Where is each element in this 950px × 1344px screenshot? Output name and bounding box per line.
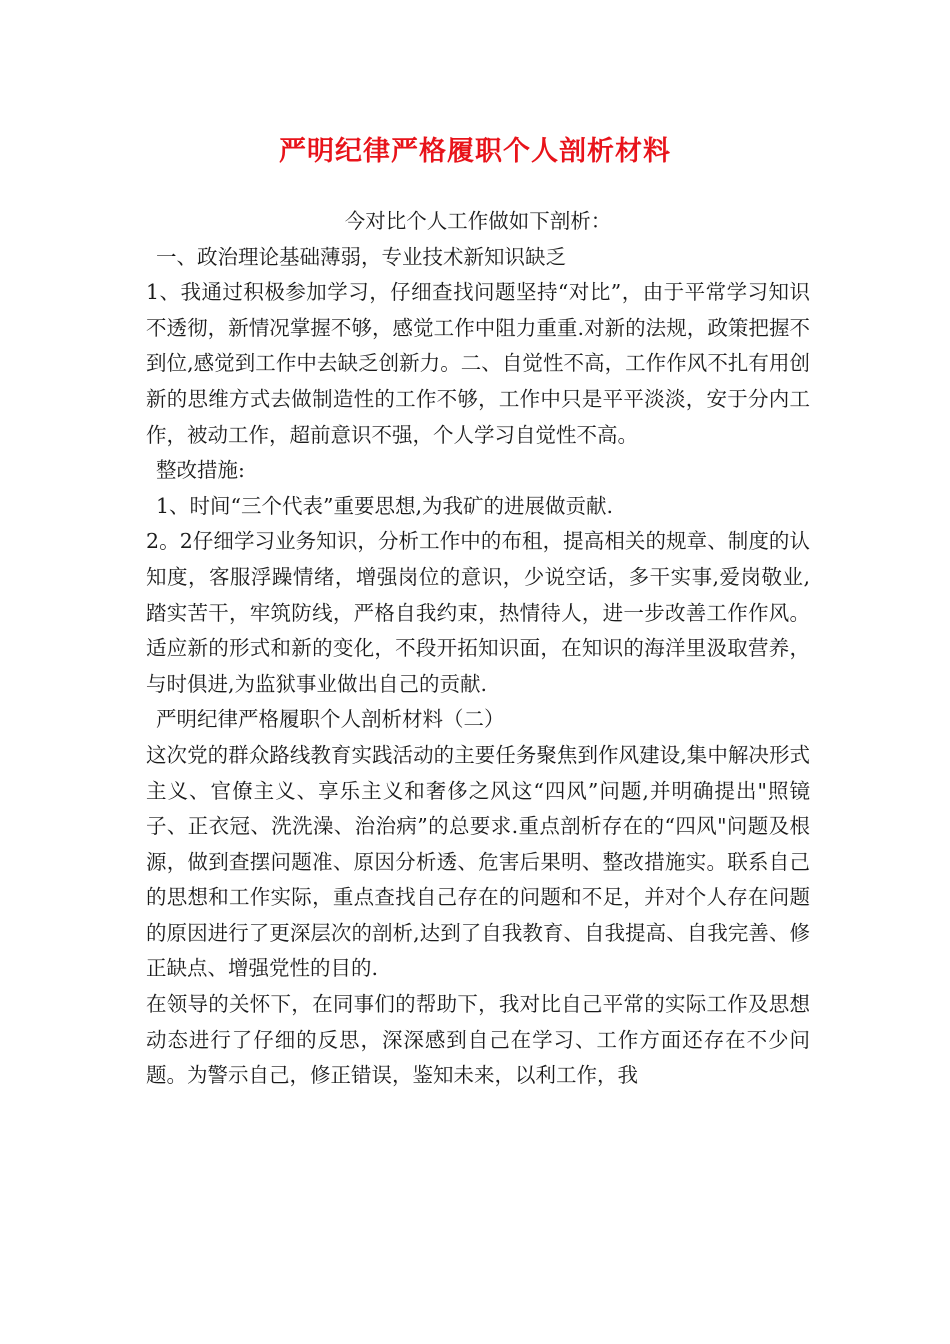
paragraph-problem-analysis: 1、我通过积极参加学习，仔细查找问题坚持“对比”，由于平常学习知识不透彻，新情况掌握不够，感觉工作中阻力重重.对新的法规，政策把握不到位,感觉到工作中去缺乏创新力。二、自觉性不高，工作作风不扎有用创新的思维方式去做制造性的工作不够，工作中只是平平淡淡，安于分内工作，被动工作，超前意识不强，个人学习自觉性不高。 bbox=[146, 280, 810, 447]
document-body bbox=[146, 204, 810, 1094]
measure-item-2: 2。2仔细学习业务知识，分析工作中的布租，提高相关的规章、制度的认知度，客服浮躁情绪，增强岗位的意识，少说空话，多干实事,爱岗敬业,踏实苦干，牢筑防线，严格自我约束，热情待人，进一步改善工作作风。适应新的形式和新的变化，不段开拓知识面，在知识的海洋里汲取营养，与时俱进,为监狱事业做出自己的贡献. bbox=[146, 529, 810, 696]
intro-paragraph: 今对比个人工作做如下剖析： bbox=[344, 209, 612, 233]
measure-item-1: 1、时间“三个代表”重要思想,为我矿的进展做贡献. bbox=[156, 493, 614, 518]
paragraph-reflection: 在领导的关怀下，在同事们的帮助下，我对比自己平常的实际工作及思想动态进行了仔细的反思，深深感到自己在学习、工作方面还存在不少问题。为警示自己，修正错误，鉴知未来，以利工作，我 bbox=[146, 992, 810, 1088]
section-heading-measures: 整改措施: bbox=[156, 458, 245, 483]
paragraph-campaign: 这次党的群众路线教育实践活动的主要任务聚焦到作风建设,集中解决形式主义、官僚主义、享乐主义和奢侈之风这“四风”问题,并明确提出"照镜子、正衣冠、洗洗澡、治治病”的总要求.重点剖析存在的“四风"问题及根源，做到查摆问题准、原因分析透、危害后果明、整改措施实。联系自己的思想和工作实际，重点查找自己存在的问题和不足，并对个人存在问题的原因进行了更深层次的剖析,达到了自我教育、自我提高、自我完善、修正缺点、增强党性的目的. bbox=[146, 742, 810, 981]
section-heading-1: 一、政治理论基础薄弱，专业技术新知识缺乏 bbox=[156, 244, 566, 269]
section-heading-part-2: 严明纪律严格履职个人剖析材料（二） bbox=[156, 707, 505, 732]
document-title: 严明纪律严格履职个人剖析材料 bbox=[279, 136, 671, 167]
